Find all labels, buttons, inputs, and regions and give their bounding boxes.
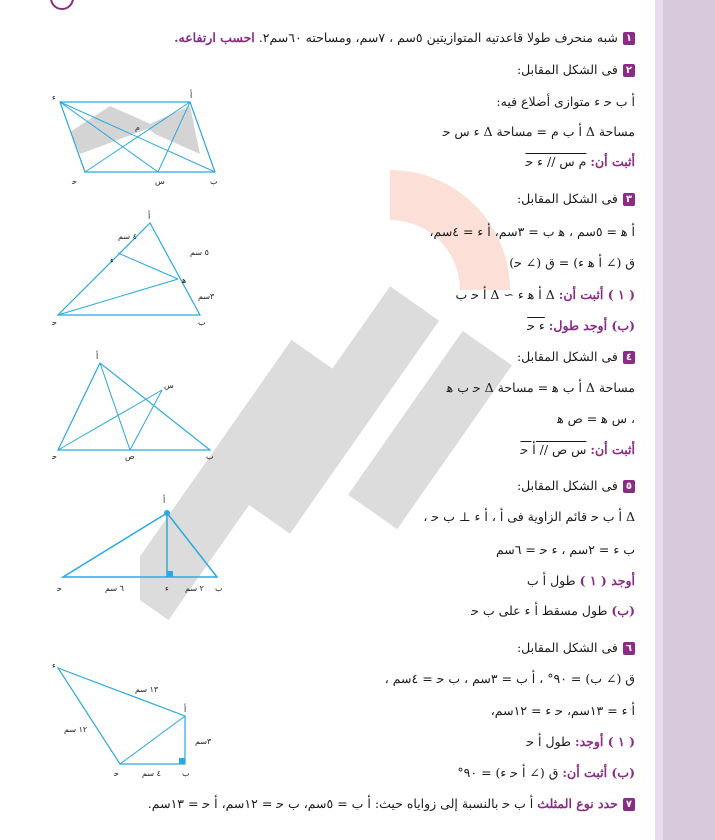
question-intro: فى الشكل المقابل:: [516, 62, 618, 77]
figure-right-triangle: [55, 495, 230, 609]
vertex-a-label: ﺃ: [184, 705, 187, 714]
part-label: (ب) أثبت أن:: [562, 765, 635, 780]
part-label: ( ١ ) أوجد:: [574, 734, 635, 749]
question-5-intro: [517, 478, 635, 494]
vertex-a-label: ﺃ: [148, 212, 151, 221]
vertex-d-label: ﺀ: [52, 661, 56, 670]
question-5-line1: Δ ﺃ ﺏ ﺣ قائم الزاوية فى ﺃ ، ﺃ ﺀ ⊥ ﺏ ﺣ ،: [423, 509, 635, 524]
question-6-part-a: [526, 734, 635, 750]
question-7: [148, 796, 635, 812]
vertex-b-label: ﺏ: [182, 769, 190, 778]
vertex-a-label: ﺃ: [96, 352, 99, 361]
question-5-part-b: [471, 603, 635, 619]
length-dc-label: ٦ سم: [105, 584, 124, 593]
part-text: ﺀ ﺣ: [527, 318, 545, 333]
question-4-line1: مساحة Δ ﺃ ﺏ ﻫ = مساحة Δ ﺣ ﺏ ﻫ: [446, 380, 635, 395]
part-text: ق (∠ ﺃ ﺣ ﺀ) = ٩٠°: [457, 765, 559, 780]
length-ad-label: ٤ سم: [118, 232, 137, 241]
prove-text: م س // ﺀ ﺣ: [525, 154, 587, 169]
question-5-line2: ﺏ ﺀ = ٢سم ، ﺀ ﺣ = ٦سم: [495, 542, 635, 557]
vertex-c-label: ﺣ: [72, 177, 77, 186]
question-4-prove: [521, 442, 636, 458]
figure-quadrilateral: [50, 660, 225, 784]
question-number-badge: ٣: [623, 193, 635, 206]
length-ad-label: ١٣ سم: [135, 685, 159, 694]
part-label: (ب) أوجد طول:: [548, 318, 635, 333]
question-6-part-b: [457, 765, 635, 781]
question-number-badge: ٧: [623, 798, 635, 811]
question-2-line2: مساحة Δ ﺃ ﺏ م = مساحة Δ ﺀ س ﺣ: [442, 124, 635, 139]
vertex-a-label: ﺃ: [163, 496, 166, 505]
vertex-b-label: ﺏ: [215, 584, 223, 593]
question-intro: فى الشكل المقابل:: [516, 349, 618, 364]
part-text: طول ﺃ ﺣ: [526, 734, 571, 749]
vertex-c-label: ﺣ: [57, 584, 62, 593]
question-6-line1: ق (∠ ﺏ) = ٩٠° ، ﺃ ﺏ = ٣سم ، ﺏ ﺣ = ٤سم ،: [384, 671, 635, 686]
figure-similar-triangles: [50, 212, 225, 329]
length-hb-label: ٣سم: [198, 292, 215, 301]
part-label: أوجد ( ١ ): [579, 573, 635, 588]
question-4-line2: ، س ﻫ = ص ﻫ: [557, 411, 635, 426]
part-text: Δ ﺃ ﻫ ﺀ ∼ Δ ﺃ ﺣ ﺏ: [455, 287, 555, 302]
prove-text: س ص // ﺃ ﺣ: [520, 442, 587, 457]
vertex-c-label: ﺣ: [52, 452, 57, 461]
question-3-line1: ﺃ ﻫ = ٥سم ، ﻫ ﺏ = ٣سم، ﺃ ﺀ = ٤سم،: [429, 224, 635, 239]
point-p-label: ص: [125, 452, 135, 461]
question-5-part-a: [527, 573, 635, 589]
question-intro: فى الشكل المقابل:: [516, 191, 618, 206]
length-ab-label: ٣سم: [195, 737, 212, 746]
question-number-badge: ٤: [623, 351, 635, 364]
question-1-ask: احسب ارتفاعه.: [174, 30, 255, 45]
figure-equal-areas: [50, 352, 225, 461]
question-2-prove: [525, 154, 635, 170]
question-number-badge: ٥: [623, 480, 635, 493]
question-1: [174, 30, 635, 46]
prove-label: أثبت أن:: [590, 442, 635, 457]
length-bd-label: ٢ سم: [185, 584, 204, 593]
question-6-line2: ﺃ ﺀ = ١٣سم، ﺣ ﺀ = ١٢سم،: [490, 703, 635, 718]
point-h-label: ﻫ: [182, 276, 187, 285]
part-text: طول ﺃ ﺏ: [526, 573, 576, 588]
part-label: ( ١ ) أثبت أن:: [558, 287, 635, 302]
vertex-b-label: ﺏ: [210, 177, 218, 186]
question-7-text: ﺃ ﺏ ﺣ بالنسبة إلى زواياه حيث: ﺃ ﺏ = ٥سم، ﺏ ﺣ = ١٢سم، ﺃ ﺣ = ١٣سم.: [147, 796, 534, 811]
point-m-label: م: [135, 123, 140, 132]
vertex-c-label: ﺣ: [52, 318, 57, 327]
question-2-line1: ﺃ ﺏ ﺣ ﺀ متوازى أضلاع فيه:: [496, 94, 635, 109]
question-1-text: شبه منحرف طولا قاعدتيه المتوازيتين ٥سم ، ٧سم، ومساحته ٦٠سم٢.: [258, 30, 618, 45]
point-s-label: س: [155, 177, 165, 186]
vertex-d-label: ﺀ: [52, 93, 56, 102]
question-3-part-a: [456, 287, 635, 303]
question-intro: فى الشكل المقابل:: [516, 478, 618, 493]
point-s-label: س: [164, 381, 174, 390]
question-4-intro: [517, 349, 635, 365]
length-ah-label: ٥ سم: [190, 248, 209, 257]
question-7-label: حدد نوع المثلث: [537, 796, 618, 811]
question-number-badge: ٦: [623, 642, 635, 655]
question-3-intro: [517, 191, 635, 207]
question-number-badge: ٢: [623, 64, 635, 77]
length-bc-label: ٤ سم: [142, 769, 161, 778]
vertex-c-label: ﺣ: [114, 769, 119, 778]
question-3-line2: ق (∠ ﺃ ﻫ ﺀ) = ق (∠ ﺣ): [509, 255, 635, 270]
vertex-a-label: ﺃ: [190, 91, 193, 100]
vertex-d-label: ﺀ: [165, 584, 169, 593]
question-6-intro: [517, 640, 635, 656]
question-intro: فى الشكل المقابل:: [516, 640, 618, 655]
figure-parallelogram: [50, 92, 225, 186]
question-3-part-b: [527, 318, 635, 334]
part-label: (ب): [611, 603, 635, 618]
vertex-d-label: ﺀ: [110, 256, 114, 265]
vertex-b-label: ﺏ: [198, 318, 206, 327]
prove-label: أثبت أن:: [590, 154, 635, 169]
length-cd-label: ١٢ سم: [64, 725, 88, 734]
part-text: طول مسقط ﺃ ﺀ على ﺏ ﺣ: [471, 603, 608, 618]
vertex-b-label: ﺏ: [206, 452, 214, 461]
question-2-intro: [517, 62, 635, 78]
page-margin-band: [655, 0, 715, 840]
question-number-badge: ١: [623, 32, 635, 45]
